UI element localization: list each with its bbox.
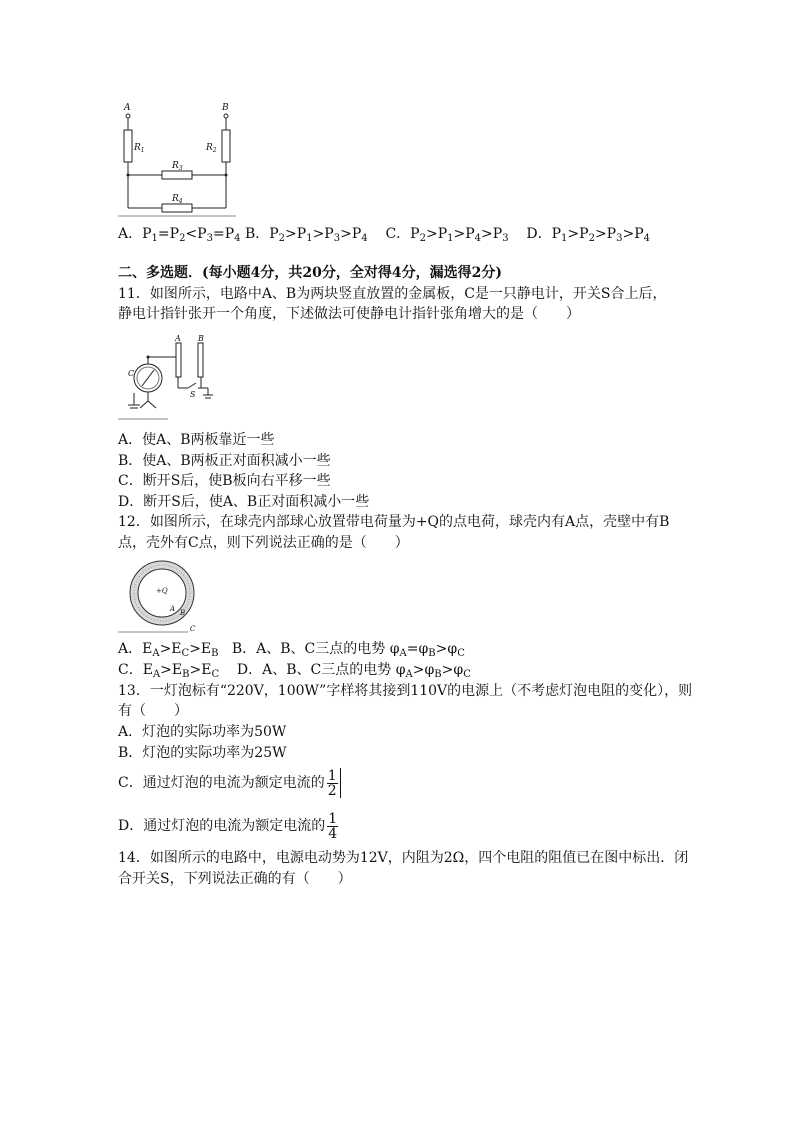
q13-option-d: D．通过灯泡的电流为额定电流的 $\frac{1}{4}$: [118, 810, 338, 842]
q12-stem-line1: 12．如图所示，在球壳内部球心放置带电荷量为+Q的点电荷，球壳内有A点，壳壁中有B: [118, 514, 670, 530]
q14-stem-line2: 合开关S，下列说法正确的有（ ）: [118, 871, 352, 887]
section-title: 二、多选题．(每小题4分，共20分，全对得4分，漏选得2分): [118, 265, 502, 281]
q10-option-d: D．$P_1>P_2>P_3>P_4$: [526, 226, 650, 244]
q11-option-a: A．使A、B两板靠近一些: [118, 432, 275, 448]
q11-stem-line1: 11．如图所示，电路中A、B为两块竖直放置的金属板，C是一只静电计，开关S合上后，: [118, 286, 667, 302]
q10-option-b: B．$P_2>P_1>P_3>P_4$: [240, 226, 368, 244]
r1-label: $R_1$: [134, 143, 145, 154]
q10-option-a: A．$P_1=P_2<P_3=P_4$: [118, 226, 241, 244]
charge-label: +Q: [156, 587, 168, 595]
q13-option-b: B．灯泡的实际功率为25W: [118, 745, 287, 761]
fraction-one-quarter: $\frac{1}{4}$: [328, 810, 338, 842]
q13-option-a: A．灯泡的实际功率为50W: [118, 724, 287, 740]
q11-option-b: B．使A、B两板正对面积减小一些: [118, 453, 331, 469]
plate-a-label: A: [175, 334, 181, 343]
q12-options-row2: [118, 660, 471, 680]
point-b-label: B: [180, 609, 186, 617]
circuit-figure: [118, 100, 238, 218]
terminal-a-label: A: [124, 103, 131, 113]
r4-label: $R_4$: [172, 194, 183, 205]
q11-option-c: C．断开S后，使B板向右平移一些: [118, 473, 331, 489]
q11-stem-line2: 静电计指针张开一个角度，下述做法可使静电计指针张角增大的是（ ）: [118, 306, 580, 322]
point-a-label: A: [170, 605, 176, 613]
text-cursor-bar: [340, 768, 341, 798]
q13-stem-line2: 有（ ）: [118, 703, 188, 719]
r3-label: $R_3$: [172, 161, 183, 172]
q14-stem-line1: 14．如图所示的电路中，电源电动势为12V，内阻为2Ω，四个电阻的阻值已在图中标出．闭: [118, 850, 689, 866]
terminal-b-label: B: [222, 103, 229, 113]
switch-s-label: S: [190, 390, 196, 399]
plate-b-label: B: [198, 334, 204, 343]
point-c-label: C: [190, 625, 196, 633]
fraction-one-half: $\frac{1}{2}$: [327, 767, 337, 799]
q13-stem-line1: 13．一灯泡标有“220V，100W”字样将其接到110V的电源上（不考虑灯泡电阻的变化），则: [118, 683, 693, 699]
electrometer-figure: [118, 333, 228, 423]
q13-option-c: C．通过灯泡的电流为额定电流的 $\frac{1}{2}$: [118, 767, 341, 799]
r2-label: $R_2$: [206, 143, 217, 154]
q10-options: [118, 224, 650, 244]
q12-option-b: B．A、B、C三点的电势 $\varphi_A=\varphi_B>\varphi_C$: [231, 641, 465, 659]
spherical-shell-figure: [118, 557, 208, 637]
q12-option-c: C．$E_A>E_B>E_C$: [118, 662, 220, 680]
q10-option-c: C．$P_2>P_1>P_4>P_3$: [385, 226, 509, 244]
electrometer-c-label: C: [128, 369, 135, 378]
q12-option-d: D．A、B、C三点的电势 $\varphi_A>\varphi_B>\varphi_C$: [236, 662, 471, 680]
q12-options-row1: [118, 639, 465, 659]
q11-option-d: D．断开S后，使A、B正对面积减小一些: [118, 494, 370, 510]
q12-stem-line2: 点，壳外有C点，则下列说法正确的是（ ）: [118, 535, 409, 551]
q12-option-a: A．$E_A>E_C>E_B$: [118, 641, 219, 659]
